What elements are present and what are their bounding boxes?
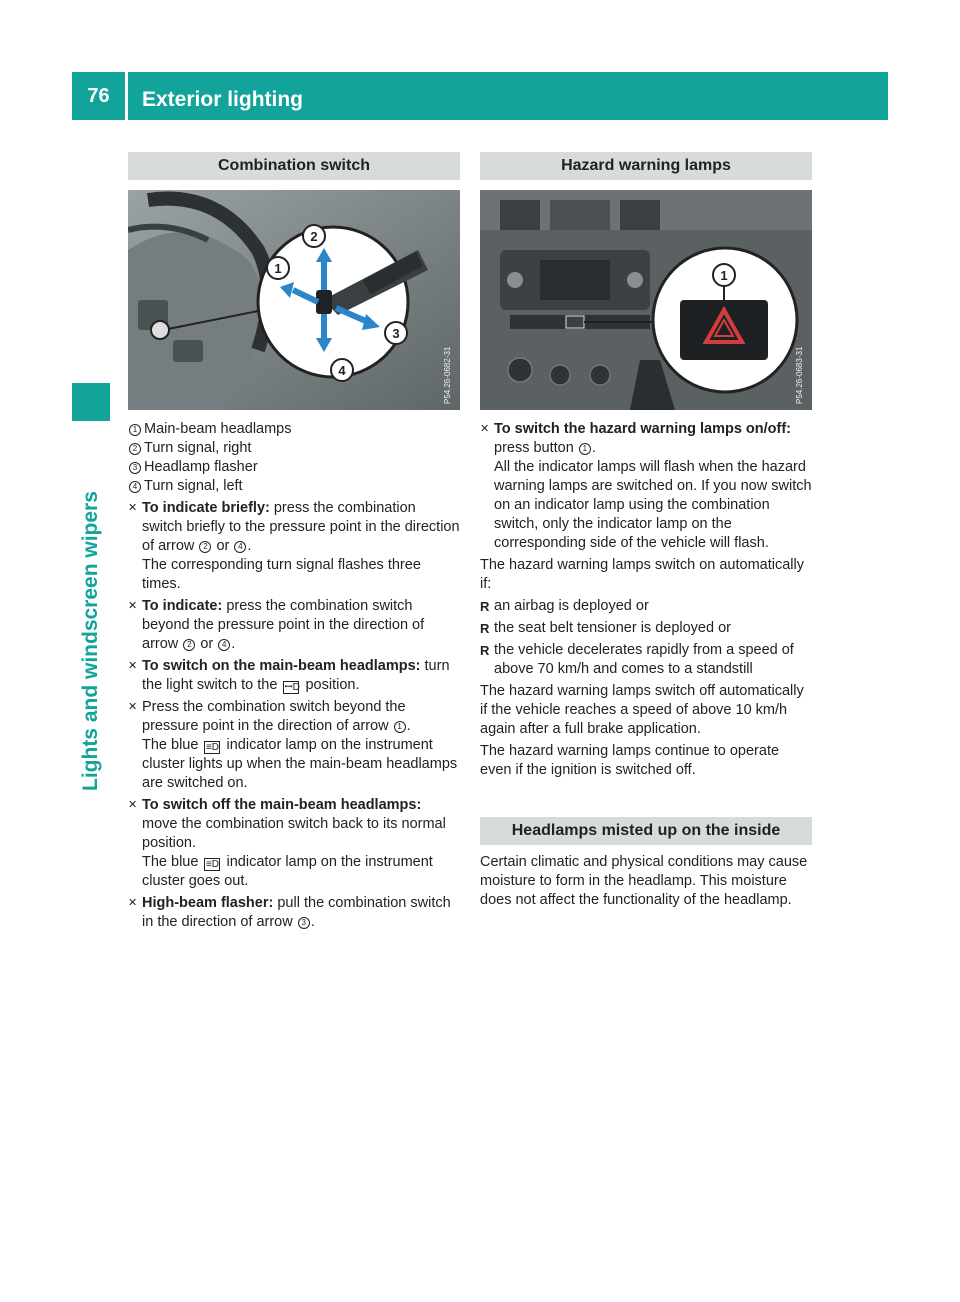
step-arrow-icon: ✕ [480, 423, 490, 435]
step-press-beyond: ✕ Press the combination switch beyond the pressure point in the direction of arrow 1 . The blue ≡D indicator lamp on the instrument cluster lights up when the main-beam headlamps are switched on. [128, 699, 458, 791]
legend-list [128, 420, 460, 496]
combination-switch-illustration [128, 190, 460, 410]
hazard-continue: The hazard warning lamps continue to operate even if the ignition is switched off. [480, 743, 780, 778]
misted-text: Certain climatic and physical conditions may cause moisture to form in the headlamp. This moisture does not affect the functionality of the headlamp. [480, 854, 808, 908]
callout-3 [385, 322, 407, 344]
figure-code: P54.26-0682-31 [443, 346, 452, 404]
step-high-beam-flasher: ✕ High-beam flasher: pull the combination switch in the direction of arrow 3 . [128, 895, 451, 930]
svg-text:4: 4 [338, 363, 346, 378]
step-hazard-toggle: ✕ To switch the hazard warning lamps on/off: press button 1 . All the indicator lamps will flash when the hazard warning lamps are switched on. If you now switch on an indicator lamp using the combination switch, only the indicator lamp on the corresponding side of the vehicle will flash. [480, 421, 812, 551]
callout-2 [303, 225, 325, 247]
side-tab [72, 431, 110, 791]
main-beam-icon: ≡D [205, 859, 219, 870]
step-main-beam-on: ✕ To switch on the main-beam headlamps: turn the light switch to the ꟷD position. [128, 658, 450, 693]
step-arrow-icon: ✕ [128, 897, 138, 909]
left-column [128, 152, 460, 932]
svg-text:3: 3 [392, 326, 400, 341]
hazard-figure [480, 190, 812, 410]
main-beam-icon: ≡D [205, 742, 219, 753]
bullet-icon: R [480, 621, 490, 636]
low-beam-icon: ꟷD [284, 682, 300, 693]
right-column [480, 152, 812, 910]
side-tab-marker [72, 383, 110, 421]
combination-switch-figure [128, 190, 460, 410]
step-indicate-briefly: ✕ To indicate briefly: press the combination switch briefly to the pressure point in the direction of arrow 2 or 4 . The corresponding turn signal flashes three times. [128, 500, 460, 592]
callout-1 [267, 257, 289, 279]
hazard-auto-off: The hazard warning lamps switch off automatically if the vehicle reaches a speed of above 10 km/h again after a full brake application. [480, 683, 804, 737]
page-number: 76 [87, 84, 110, 107]
list-item: R the seat belt tensioner is deployed or [480, 620, 731, 636]
page-title: Exterior lighting [142, 88, 304, 111]
legend-item: 1 Main-beam headlamps [128, 420, 460, 439]
step-arrow-icon: ✕ [128, 600, 138, 612]
legend-item: 4 Turn signal, left [128, 477, 460, 496]
callout-4 [331, 359, 353, 381]
header-divider [125, 72, 128, 120]
list-item: R an airbag is deployed or [480, 598, 649, 614]
step-indicate: ✕ To indicate: press the combination switch beyond the pressure point in the direction of arrow 2 or 4 . [128, 598, 425, 652]
hazard-auto-intro: The hazard warning lamps switch on automatically if: [480, 557, 804, 592]
section-heading-hazard: Hazard warning lamps [480, 152, 812, 180]
section-heading-combination-switch: Combination switch [128, 152, 460, 180]
side-tab-label: Lights and windscreen wipers [79, 491, 102, 791]
step-arrow-icon: ✕ [128, 701, 138, 713]
figure-code: P54.26-0683-31 [795, 346, 804, 404]
legend-item: 2 Turn signal, right [128, 439, 460, 458]
step-arrow-icon: ✕ [128, 799, 138, 811]
step-main-beam-off: ✕ To switch off the main-beam headlamps: move the combination switch back to its normal position. The blue ≡D indicator lamp on the instrument cluster goes out. [128, 797, 446, 889]
list-item: R the vehicle decelerates rapidly from a speed of above 70 km/h and comes to a standstill [480, 642, 794, 677]
hazard-button-illustration [480, 190, 812, 410]
svg-text:1: 1 [274, 261, 282, 276]
bullet-icon: R [480, 643, 490, 658]
step-arrow-icon: ✕ [128, 502, 138, 514]
bullet-icon: R [480, 599, 490, 614]
legend-item: 3 Headlamp flasher [128, 458, 460, 477]
svg-text:1: 1 [720, 268, 728, 283]
svg-text:2: 2 [310, 229, 318, 244]
step-arrow-icon: ✕ [128, 660, 138, 672]
section-heading-misted: Headlamps misted up on the inside [480, 817, 812, 845]
callout-1 [713, 264, 735, 286]
